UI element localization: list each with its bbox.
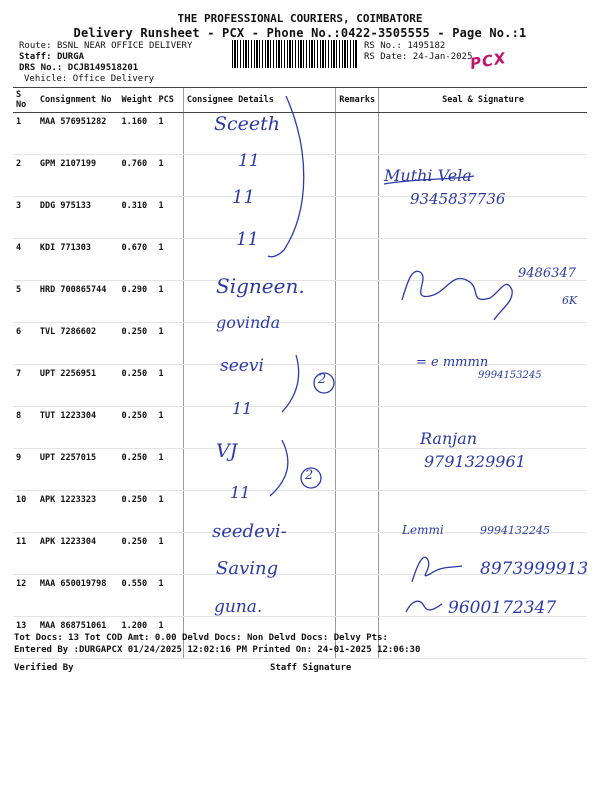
cell-pcs: 1: [156, 155, 184, 197]
rs-date-line: RS Date: 24-Jan-2025: [364, 52, 473, 62]
circle-10: [301, 468, 321, 488]
hand-consignee-13: guna.: [214, 597, 263, 617]
staff-signature-label: Staff Signature: [270, 663, 352, 673]
rs-no-line: RS No.: 1495182: [364, 41, 446, 51]
cell-weight: 0.310: [119, 197, 156, 239]
signature-5-scribble: [402, 271, 512, 320]
signature-11-phone: 9994132245: [480, 524, 550, 537]
cell-pcs: 1: [156, 407, 184, 449]
cell-sno: 7: [13, 365, 37, 407]
cell-weight: 0.670: [119, 239, 156, 281]
hand-consignee-2: 11: [238, 151, 260, 171]
totals-line: Tot Docs: 13 Tot COD Amt: 0.00 Delvd Docs: Non Delvd Docs: Delvy Pts:: [14, 633, 388, 643]
route-value: BSNL NEAR OFFICE DELIVERY: [56, 41, 193, 51]
cell-consignment-no: TUT 1223304: [37, 407, 119, 449]
hand-consignee-4: 11: [236, 229, 259, 250]
cell-sno: 8: [13, 407, 37, 449]
hand-consignee-12: Saving: [216, 558, 279, 579]
route-line: Route: BSNL NEAR OFFICE DELIVERY: [19, 41, 193, 51]
cell-consignment-no: DDG 975133: [37, 197, 119, 239]
circle-mark-7: 2: [318, 372, 327, 387]
signature-3-underline: [384, 176, 474, 184]
cell-consignment-no: MAA 650019798: [37, 575, 119, 617]
cell-sno: 6: [13, 323, 37, 365]
cell-sno: 10: [13, 491, 37, 533]
circle-mark-10: 2: [305, 468, 314, 483]
hand-consignee-5: Signeen.: [216, 274, 305, 298]
cell-sno: 2: [13, 155, 37, 197]
hand-consignee-9: VJ: [216, 440, 238, 462]
cell-consignment-no: TVL 7286602: [37, 323, 119, 365]
hand-consignee-7: seevi: [220, 356, 264, 376]
hand-consignee-8: 11: [232, 399, 253, 418]
cell-weight: 0.250: [119, 323, 156, 365]
signature-9: Ranjan: [420, 429, 478, 448]
cell-pcs: 1: [156, 365, 184, 407]
cell-consignment-no: APK 1223323: [37, 491, 119, 533]
bracket-stroke-1-4: [268, 96, 304, 257]
document-title: Delivery Runsheet - PCX - Phone No.:0422-3505555 - Page No.:1: [73, 26, 527, 40]
cell-pcs: 1: [156, 617, 184, 659]
cell-pcs: 1: [156, 449, 184, 491]
cell-sno: 4: [13, 239, 37, 281]
col-header-sno: S No: [13, 88, 37, 113]
signature-11: Lemmi: [402, 523, 444, 537]
cell-pcs: 1: [156, 113, 184, 155]
cell-sno: 1: [13, 113, 37, 155]
cell-sno: 11: [13, 533, 37, 575]
bracket-stroke-7-8: [282, 355, 299, 412]
cell-consignment-no: APK 1223304: [37, 533, 119, 575]
cell-pcs: 1: [156, 323, 184, 365]
signature-7-phone: 9994153245: [478, 370, 542, 381]
circle-7: [314, 373, 334, 393]
hand-consignee-6: govinda: [216, 313, 281, 332]
col-header-pcs: PCS: [156, 88, 184, 113]
staff-line: Staff: DURGA: [19, 52, 85, 62]
signature-13-phone: 9600172347: [448, 598, 557, 618]
cell-weight: 1.200: [119, 617, 156, 659]
col-header-weight: Weight: [119, 88, 156, 113]
vehicle-line: Vehicle: Office Delivery: [24, 74, 155, 84]
cell-weight: 0.550: [119, 575, 156, 617]
entered-by-line: Entered By :DURGAPCX 01/24/2025 12:02:16 PM Printed On: 24-01-2025 12:06:30: [14, 645, 421, 655]
cell-pcs: 1: [156, 239, 184, 281]
col-header-remarks: Remarks: [336, 88, 379, 113]
cell-weight: 0.250: [119, 533, 156, 575]
cell-weight: 0.250: [119, 491, 156, 533]
hand-consignee-3: 11: [232, 187, 255, 208]
signature-3: Muthi Vela: [384, 166, 472, 185]
pcx-stamp: PCX: [468, 48, 508, 74]
cell-sno: 3: [13, 197, 37, 239]
cell-consignment-no: KDI 771303: [37, 239, 119, 281]
bracket-stroke-9-10: [270, 440, 288, 496]
cell-consignment-no: UPT 2257015: [37, 449, 119, 491]
staff-value: DURGA: [56, 52, 85, 62]
drs-value: DCJB149518201: [67, 63, 139, 73]
col-header-consignee: Consignee Details: [183, 88, 335, 113]
cell-pcs: 1: [156, 533, 184, 575]
cell-pcs: 1: [156, 575, 184, 617]
cell-consignment-no: UPT 2256951: [37, 365, 119, 407]
signature-13-scribble: [406, 601, 442, 612]
cell-sno: 13: [13, 617, 37, 659]
hand-consignee-10: 11: [230, 483, 251, 502]
cell-consignment-no: GPM 2107199: [37, 155, 119, 197]
cell-pcs: 1: [156, 491, 184, 533]
company-name: THE PROFESSIONAL COURIERS, COIMBATORE: [177, 12, 423, 25]
signature-12-scribble: [412, 557, 462, 582]
cell-consignment-no: MAA 576951282: [37, 113, 119, 155]
signature-9-phone: 9791329961: [424, 452, 526, 471]
hand-consignee-1: Sceeth: [214, 113, 281, 135]
cell-sno: 12: [13, 575, 37, 617]
rs-date-value: 24-Jan-2025: [412, 52, 473, 62]
signature-7: = e mmmn: [416, 355, 489, 370]
drs-line: DRS No.: DCJB149518201: [19, 63, 139, 73]
signature-5-extra: 6K: [562, 294, 578, 307]
vehicle-value: Office Delivery: [72, 74, 155, 84]
signature-3-phone: 9345837736: [410, 190, 506, 208]
cell-weight: 0.760: [119, 155, 156, 197]
cell-consignment-no: HRD 700865744: [37, 281, 119, 323]
cell-pcs: 1: [156, 197, 184, 239]
verified-by-label: Verified By: [14, 663, 74, 673]
rs-no-value: 1495182: [407, 41, 446, 51]
cell-pcs: 1: [156, 281, 184, 323]
cell-sno: 9: [13, 449, 37, 491]
hand-consignee-11: seedevi-: [212, 521, 287, 542]
signature-12-phone: 8973999913: [480, 559, 589, 579]
cell-weight: 0.250: [119, 449, 156, 491]
signature-5-phone: 9486347: [518, 266, 576, 281]
cell-weight: 0.250: [119, 407, 156, 449]
cell-weight: 0.250: [119, 365, 156, 407]
cell-sno: 5: [13, 281, 37, 323]
col-header-consignment: Consignment No: [37, 88, 119, 113]
cell-weight: 0.290: [119, 281, 156, 323]
col-header-seal: Seal & Signature: [379, 88, 587, 113]
cell-weight: 1.160: [119, 113, 156, 155]
cell-consignment-no: MAA 868751061: [37, 617, 119, 659]
